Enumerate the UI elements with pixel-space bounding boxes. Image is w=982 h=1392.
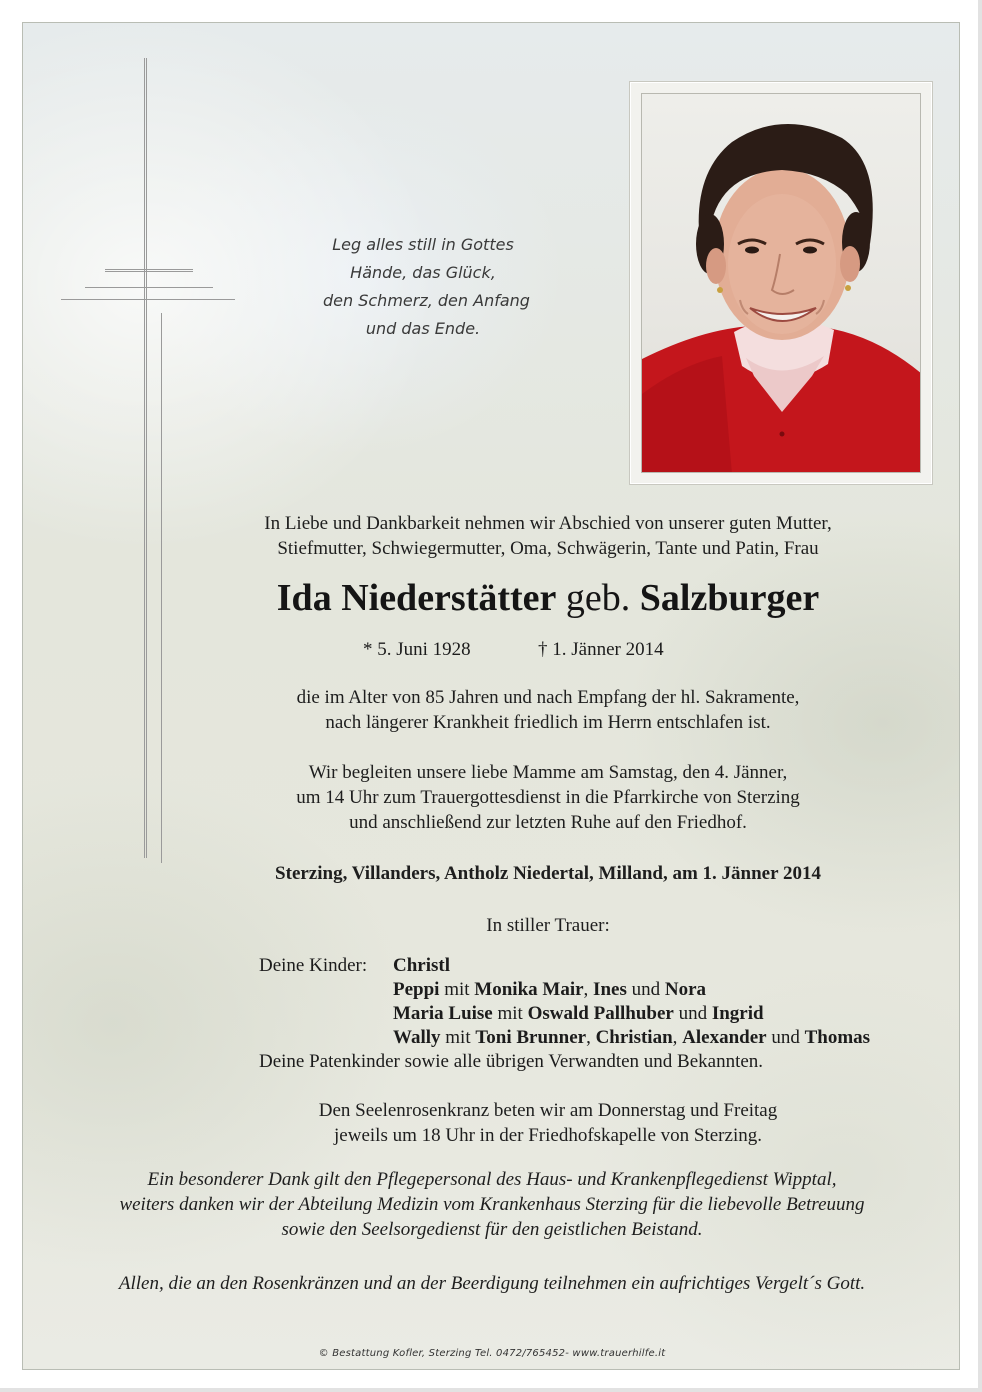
poem-line: und das Ende. — [365, 319, 481, 338]
mourning-label — [118, 913, 960, 938]
list-item — [393, 1002, 764, 1026]
connector-text: mit — [440, 1027, 476, 1048]
birth-name: Salzburger — [639, 577, 820, 619]
place-and-date — [118, 861, 960, 886]
cross-horizontal-bar — [105, 269, 193, 272]
child-name: Maria Luise — [393, 1003, 493, 1024]
passing-line: die im Alter von 85 Jahren und nach Empfang der hl. Sakramente, — [296, 687, 800, 708]
thanks-paragraph — [23, 1167, 960, 1242]
intro-line: Stiefmutter, Schwiegermutter, Oma, Schwägerin, Tante und Patin, Frau — [277, 538, 819, 559]
intro-line: In Liebe und Dankbarkeit nehmen wir Abschied von unserer guten Mutter, — [264, 513, 832, 534]
relatives-line: Deine Patenkinder sowie alle übrigen Verwandten und Bekannten. — [259, 1051, 764, 1072]
connector-text: mit — [492, 1003, 528, 1024]
list-item — [393, 978, 706, 1002]
cross-horizontal-line-long — [61, 299, 235, 300]
connector-text: , — [586, 1027, 596, 1048]
place-and-date-text: Sterzing, Villanders, Antholz Niedertal, Milland, am 1. Jänner 2014 — [275, 863, 821, 884]
rosary-line: Den Seelenrosenkranz beten wir am Donnerstag und Freitag — [318, 1100, 778, 1121]
spouse-name: Monika Mair — [474, 979, 584, 1000]
mourning-label-text: In stiller Trauer: — [486, 915, 610, 936]
passing-paragraph — [118, 685, 960, 735]
rosary-line: jeweils um 18 Uhr in der Friedhofskapelle von Sterzing. — [334, 1125, 762, 1146]
grandchild-name: Alexander — [682, 1027, 767, 1048]
footer-credit: © Bestattung Kofler, Sterzing Tel. 0472/765452- www.trauerhilfe.it — [318, 1348, 666, 1359]
funeral-line: Wir begleiten unsere liebe Mamme am Samstag, den 4. Jänner, — [308, 762, 788, 783]
grandchild-name: Ines — [593, 979, 627, 1000]
grandchild-name: Christian — [595, 1027, 673, 1048]
grandchild-name: Ingrid — [711, 1003, 764, 1024]
birth-date: * 5. Juni 1928 — [363, 639, 471, 660]
child-name: Christl — [393, 955, 450, 976]
funeral-paragraph — [118, 760, 960, 835]
poem-line: Leg alles still in Gottes — [332, 235, 514, 254]
connector-text: und — [673, 1003, 712, 1024]
birth-name-prefix: geb. — [565, 577, 631, 619]
connector-text: und — [766, 1027, 805, 1048]
thanks-line: Ein besonderer Dank gilt den Pflegepersonal des Haus- und Krankenpflegedienst Wipptal, — [147, 1169, 837, 1190]
spouse-name: Oswald Pallhuber — [527, 1003, 674, 1024]
child-name: Peppi — [393, 979, 440, 1000]
child-name: Wally — [393, 1027, 441, 1048]
deceased-full-name: Ida Niederstätter — [276, 577, 557, 619]
list-item — [393, 1026, 870, 1050]
grandchild-name: Thomas — [804, 1027, 871, 1048]
poem-line: den Schmerz, den Anfang — [323, 291, 530, 310]
portrait-illustration — [642, 94, 921, 473]
death-date: † 1. Jänner 2014 — [538, 639, 664, 660]
connector-text: , — [583, 979, 594, 1000]
connector-text: mit — [439, 979, 475, 1000]
funeral-line: um 14 Uhr zum Trauergottesdienst in die Pfarrkirche von Sterzing — [296, 787, 800, 808]
obituary-card — [22, 22, 960, 1370]
funeral-line: und anschließend zur letzten Ruhe auf den Friedhof. — [349, 812, 747, 833]
deceased-name — [118, 575, 960, 621]
rosary-notice — [118, 1098, 960, 1148]
cross-vertical-bar — [144, 58, 147, 858]
portrait-photo — [641, 93, 921, 473]
portrait-frame — [629, 81, 933, 485]
final-thanks — [23, 1271, 960, 1296]
final-thanks-text: Allen, die an den Rosenkränzen und an der Beerdigung teilnehmen ein aufrichtiges Vergelt´s Gott. — [118, 1273, 866, 1294]
cross-horizontal-line — [85, 287, 213, 288]
passing-line: nach längerer Krankheit friedlich im Herrn entschlafen ist. — [325, 712, 771, 733]
intro-text — [118, 511, 960, 561]
thanks-line: sowie den Seelsorgedienst für den geistlichen Beistand. — [281, 1219, 703, 1240]
grandchild-name: Nora — [664, 979, 706, 1000]
connector-text: , — [672, 1027, 683, 1048]
connector-text: und — [626, 979, 665, 1000]
list-item — [393, 954, 450, 978]
poem-verse — [323, 231, 530, 343]
children-label: Deine Kinder: — [259, 955, 368, 976]
poem-line: Hände, das Glück, — [350, 263, 496, 282]
spouse-name: Toni Brunner — [475, 1027, 587, 1048]
thanks-line: weiters danken wir der Abteilung Medizin vom Krankenhaus Sterzing für die liebevolle Betreuung — [119, 1194, 865, 1215]
